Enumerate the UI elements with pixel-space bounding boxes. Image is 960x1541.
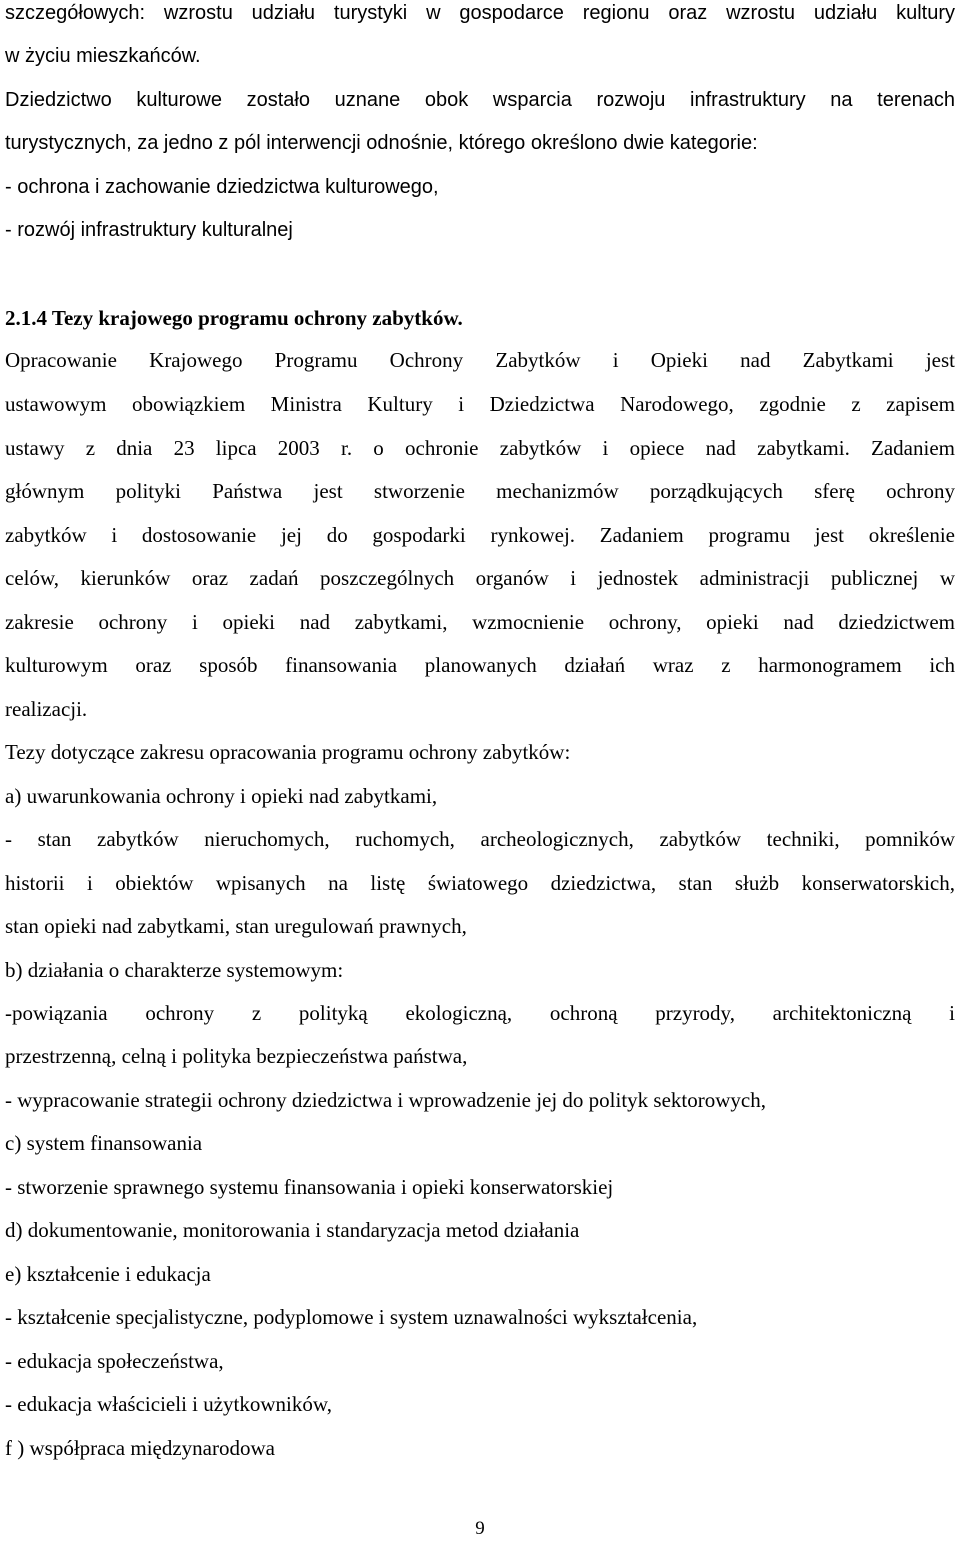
list-heading: e) kształcenie i edukacja [5,1262,211,1286]
list-heading: c) system finansowania [5,1131,203,1155]
theses-intro: Tezy dotyczące zakresu opracowania programu ochrony zabytków: [5,740,571,764]
paragraph-line: głównym polityki Państwa jest stworzenie mechanizmów porządkujących sferę ochrony [5,479,955,503]
list-item: - edukacja właścicieli i użytkowników, [5,1392,332,1416]
paragraph-line: kulturowym oraz sposób finansowania planowanych działań wraz z harmonogramem ich [5,653,955,677]
intro-list-item: - ochrona i zachowanie dziedzictwa kulturowego, [5,176,439,198]
paragraph-line: ustawy z dnia 23 lipca 2003 r. o ochronie zabytków i opiece nad zabytkami. Zadaniem [5,436,955,460]
list-item: przestrzenną, celną i polityka bezpieczeństwa państwa, [5,1044,468,1068]
list-item: - stan zabytków nieruchomych, ruchomych, archeologicznych, zabytków techniki, pomników [5,827,955,851]
paragraph-line: zakresie ochrony i opieki nad zabytkami, wzmocnienie ochrony, opieki nad dziedzictwem [5,610,955,634]
list-heading: b) działania o charakterze systemowym: [5,958,344,982]
section-heading: 2.1.4 Tezy krajowego programu ochrony zabytków. [5,306,463,330]
paragraph-line: Opracowanie Krajowego Programu Ochrony Zabytków i Opieki nad Zabytkami jest [5,348,955,372]
page-number: 9 [475,1518,485,1539]
intro-line: w życiu mieszkańców. [5,45,201,67]
intro-line: Dziedzictwo kulturowe zostało uznane obok wsparcia rozwoju infrastruktury na terenach [5,89,955,111]
paragraph-line: celów, kierunków oraz zadań poszczególnych organów i jednostek administracji publicznej w [5,566,955,590]
intro-list-item: - rozwój infrastruktury kulturalnej [5,219,293,241]
paragraph-line: ustawowym obowiązkiem Ministra Kultury i Dziedzictwa Narodowego, zgodnie z zapisem [5,392,955,416]
list-item: - wypracowanie strategii ochrony dziedzictwa i wprowadzenie jej do polityk sektorowych, [5,1088,766,1112]
list-item: - edukacja społeczeństwa, [5,1349,224,1373]
list-heading: f ) współpraca międzynarodowa [5,1436,275,1460]
list-heading: a) uwarunkowania ochrony i opieki nad zabytkami, [5,784,438,808]
paragraph-line: realizacji. [5,697,88,721]
list-item: -powiązania ochrony z polityką ekologiczną, ochroną przyrody, architektoniczną i [5,1001,955,1025]
list-item: stan opieki nad zabytkami, stan uregulowań prawnych, [5,914,467,938]
paragraph-line: zabytków i dostosowanie jej do gospodarki rynkowej. Zadaniem programu jest określenie [5,523,955,547]
intro-line: turystycznych, za jedno z pól interwencji odnośnie, którego określono dwie kategorie: [5,132,758,154]
list-item: - stworzenie sprawnego systemu finansowania i opieki konserwatorskiej [5,1175,614,1199]
list-item: - kształcenie specjalistyczne, podyplomowe i system uznawalności wykształcenia, [5,1305,698,1329]
list-item: historii i obiektów wpisanych na listę światowego dziedzictwa, stan służb konserwatorskich, [5,871,955,895]
intro-line: szczegółowych: wzrostu udziału turystyki w gospodarce regionu oraz wzrostu udziału kultury [5,2,955,24]
list-heading: d) dokumentowanie, monitorowania i standaryzacja metod działania [5,1218,580,1242]
